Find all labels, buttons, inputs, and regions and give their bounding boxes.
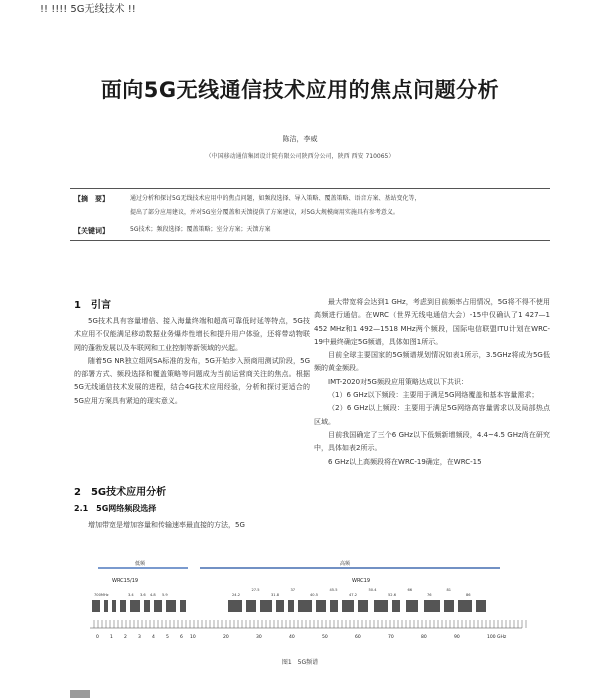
- spectrum-band-bar: [288, 600, 294, 612]
- spectrum-figure: [90, 560, 530, 652]
- spectrum-band-bar: [392, 600, 400, 612]
- spectrum-band-bar: [358, 600, 368, 612]
- high-freq-label: 40.5: [310, 593, 319, 597]
- high-freq-label: 52.6: [388, 593, 397, 597]
- low-freq-label: 3.6: [140, 593, 146, 597]
- high-freq-label: 24.2: [232, 593, 241, 597]
- high-freq-label: 45.5: [329, 588, 338, 592]
- paragraph: 6 GHz以上高频段将在WRC-19确定，在WRC-15: [328, 457, 482, 466]
- spectrum-band-bar: [228, 600, 242, 612]
- high-freq-label: 66: [407, 588, 413, 592]
- paragraph: （1）6 GHz以下频段：主要用于满足5G网络覆盖和基本容量需求；: [328, 391, 539, 400]
- spectrum-band-bar: [424, 600, 440, 612]
- spectrum-band-bar: [130, 600, 140, 612]
- paragraph: 增加带宽是增加容量和传输速率最直接的方法，5G: [88, 521, 245, 529]
- section-heading-analysis: 2 5G技术应用分析: [74, 487, 167, 498]
- abstract-line: 通过分析和探讨5G无线技术应用中的焦点问题，如频段选择、导入策略、覆盖策略、语音方案、基站变化等，: [130, 195, 421, 202]
- axis-tick-label: 4: [152, 635, 155, 640]
- high-freq-label: 86: [466, 593, 471, 597]
- low-freq-label: 700MHz: [94, 593, 109, 597]
- paragraph: IMT-2020对5G频段应用策略达成以下共识：: [328, 377, 468, 386]
- axis-tick-label: 0: [96, 635, 99, 640]
- low-freq-label: 5.9: [162, 593, 168, 597]
- paper-affiliation: （中国移动通信集团设计院有限公司陕西分公司，陕西 西安 710065）: [205, 153, 395, 160]
- spectrum-band-bar: [92, 600, 100, 612]
- high-freq-label: 50.4: [368, 588, 377, 592]
- paper-title: 面向5G无线通信技术应用的焦点问题分析: [100, 78, 500, 102]
- spectrum-band-bar: [120, 600, 126, 612]
- axis-tick-label: 1: [110, 635, 113, 640]
- section-heading-intro: 1 引言: [74, 300, 111, 311]
- spectrum-band-bar: [154, 600, 162, 612]
- page-footer-mark: [70, 690, 90, 698]
- paragraph: 随着5G NR独立组网SA标准的发布，5G开始步入预商用测试阶段，5G的部署方式、频段选择和覆盖策略等问题成为当前运营商关注的焦点。根据5G无线通信技术发展的进程，结合4G技术应用经验，分析和探讨更适合的5G应用方案具有紧迫的现实意义。: [74, 356, 310, 405]
- paragraph: 目前我国确定了三个6 GHz以下低频新增频段，4.4~4.5 GHz尚在研究中，具体如表2所示。: [314, 430, 550, 453]
- abstract-bottom-rule: [70, 240, 550, 241]
- axis-tick-label: 40: [289, 635, 295, 640]
- axis-tick-label: 5: [166, 635, 169, 640]
- analysis-body: [74, 519, 310, 532]
- low-band-label: 低频: [135, 561, 146, 567]
- keywords-text: 5G技术；频段选择；覆盖策略；室分方案；天馈方案: [130, 226, 271, 233]
- axis-tick-label: 60: [355, 635, 361, 640]
- axis-tick-label: 50: [322, 635, 328, 640]
- spectrum-band-bar: [144, 600, 150, 612]
- high-band-label: 高频: [340, 561, 351, 567]
- low-freq-label: 4.8: [150, 593, 156, 597]
- high-freq-label: 76: [427, 593, 432, 597]
- spectrum-band-bar: [406, 600, 418, 612]
- axis-tick-label: 100 GHz: [487, 635, 507, 640]
- axis-tick-label: 80: [421, 635, 427, 640]
- paragraph: 目前全球主要国家的5G频谱规划情况如表1所示，3.5GHz将成为5G低频的黄金频段。: [314, 351, 550, 373]
- axis-tick-label: 6: [180, 635, 183, 640]
- paragraph: （2）6 GHz以上频段：主要用于满足5G网络高容量需求以及局部热点区域。: [314, 404, 550, 426]
- spectrum-band-bar: [298, 600, 312, 612]
- right-column-body: [314, 296, 550, 469]
- spectrum-band-bar: [112, 600, 116, 612]
- axis-tick-label: 2: [124, 635, 127, 640]
- axis-ruler: [94, 620, 526, 628]
- subsection-heading-band: 2.1 5G网络频段选择: [74, 504, 157, 513]
- spectrum-band-bar: [276, 600, 284, 612]
- figure-caption: 图1 5G频谱: [281, 659, 319, 666]
- high-freq-label: 27.5: [251, 588, 260, 592]
- spectrum-band-bar: [458, 600, 472, 612]
- spectrum-band-bar: [246, 600, 256, 612]
- abstract-label: 【摘 要】: [74, 195, 109, 203]
- spectrum-band-bar: [444, 600, 454, 612]
- paper-authors: 陈洁，李威: [282, 135, 318, 143]
- axis-tick-label: 3: [138, 635, 141, 640]
- intro-body: [74, 315, 310, 408]
- spectrum-band-bar: [180, 600, 186, 612]
- spectrum-band-bar: [374, 600, 388, 612]
- wrc19-label: WRC19: [352, 578, 371, 584]
- spectrum-band-bar: [476, 600, 486, 612]
- spectrum-band-bar: [316, 600, 326, 612]
- wrc15-label: WRC15/19: [112, 578, 139, 584]
- keywords-label: 【关键词】: [74, 227, 109, 235]
- paragraph: 最大带宽将会达到1 GHz，考虑到目前频率占用情况，5G将不得不使用高频进行通信。在WRC（世界无线电通信大会）-15中仅确认了1 427—1 452 MHz和1 492—1518 MHz两个频段，国际电信联盟ITU计划在WRC-19中最终确定5G频谱，具体如图1所示。: [314, 298, 550, 346]
- abstract-line: 提出了部分应用建议，并对5G室分覆盖和天馈提供了方案建议，对5G大规模商用实施具有参考意义。: [130, 209, 399, 216]
- high-frequency-labels: [232, 588, 471, 597]
- axis-tick-labels: [96, 634, 507, 640]
- abstract-top-rule: [70, 188, 550, 189]
- abstract-text: [130, 192, 550, 220]
- spectrum-band-bar: [260, 600, 272, 612]
- low-freq-label: 3.4: [128, 593, 134, 597]
- axis-tick-label: 10: [190, 635, 196, 640]
- low-frequency-labels: [94, 593, 168, 597]
- axis-tick-label: 90: [454, 635, 460, 640]
- high-freq-label: 81: [446, 588, 452, 592]
- axis-tick-label: 70: [388, 635, 394, 640]
- spectrum-bars: [92, 600, 486, 612]
- axis-tick-label: 30: [256, 635, 262, 640]
- axis-tick-label: 20: [223, 635, 229, 640]
- high-freq-label: 47.2: [349, 593, 358, 597]
- spectrum-band-bar: [342, 600, 354, 612]
- high-freq-label: 31.8: [271, 593, 280, 597]
- spectrum-band-bar: [166, 600, 176, 612]
- spectrum-band-bar: [104, 600, 108, 612]
- paragraph: 5G技术具有容量增倍、接入海量终端和超高可靠低时延等特点，5G技术应用不仅能满足移动数据业务爆炸性增长和提升用户体验，还将带动物联网的蓬勃发展以及车联网和工业控制等新领域的兴起。: [74, 317, 310, 352]
- high-freq-label: 37: [290, 588, 296, 592]
- running-header: !! !!!! 5G无线技术 !!: [40, 4, 136, 15]
- spectrum-band-bar: [330, 600, 338, 612]
